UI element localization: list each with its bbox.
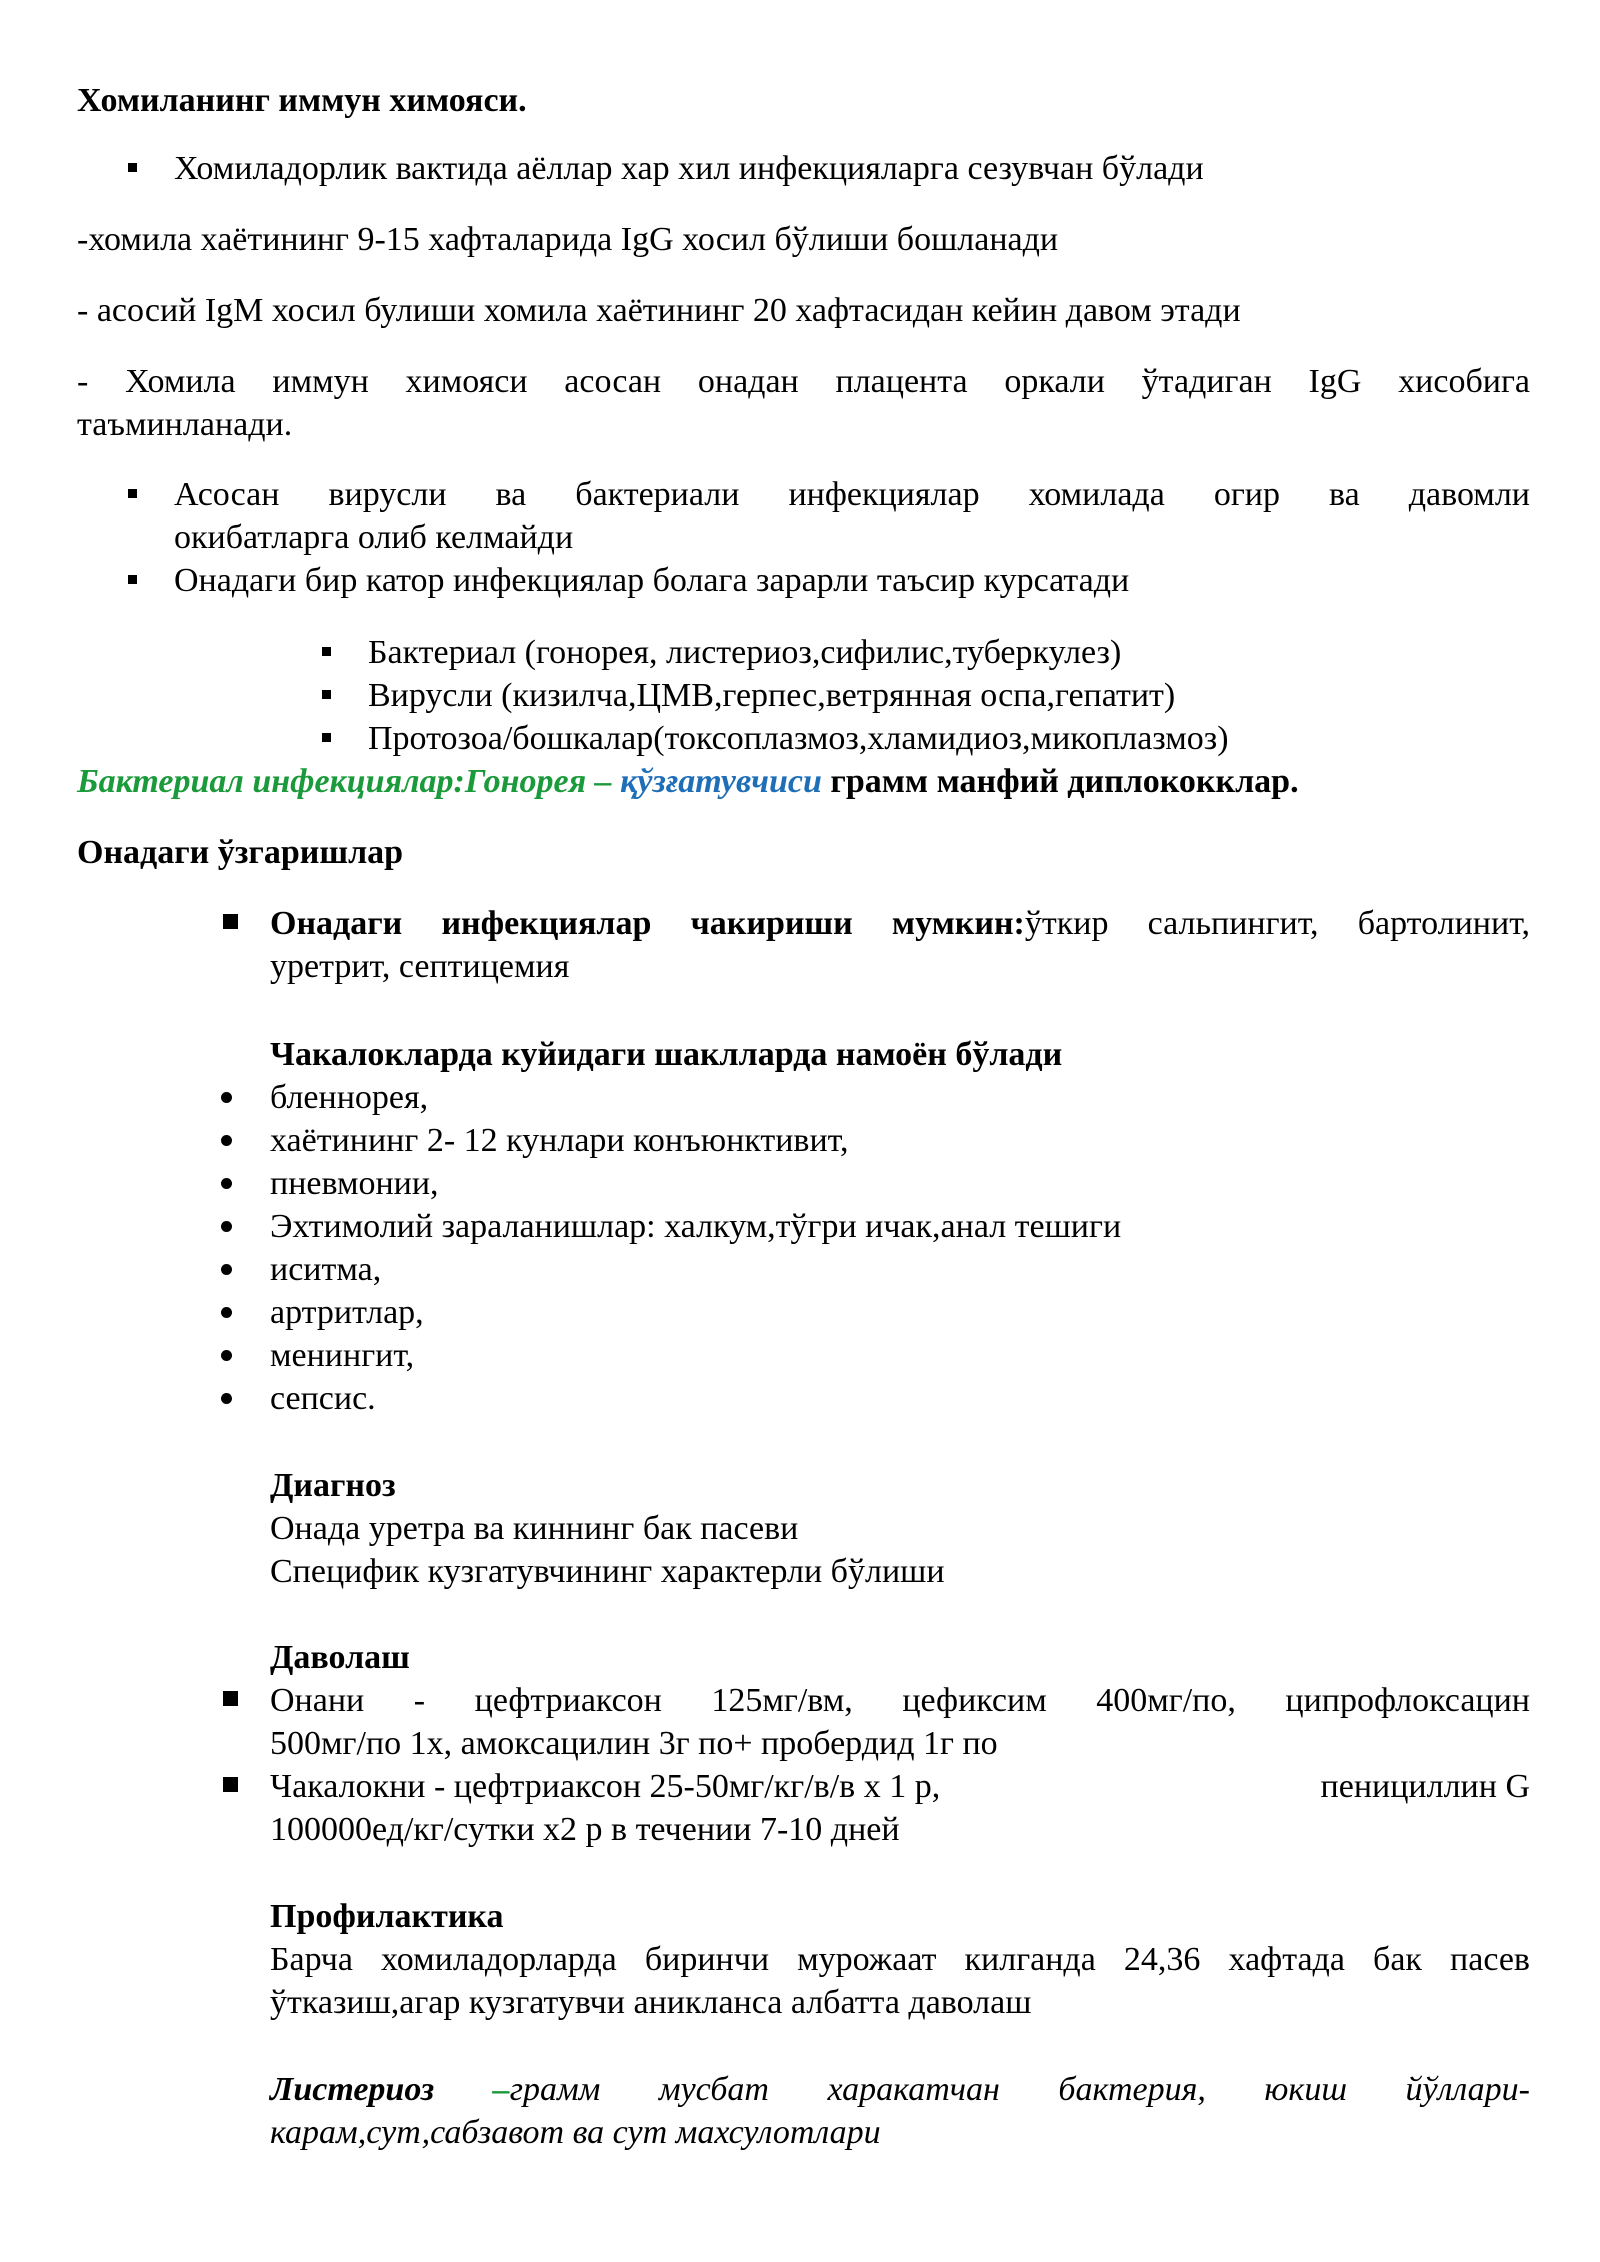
square-bullet-icon: [128, 575, 137, 584]
list-item: Эхтимолий зараланишлар: халкум,тўгри ичак,анал тешиги: [270, 1208, 1122, 1245]
list-item: менингит,: [270, 1337, 415, 1374]
round-bullet-icon: [221, 1307, 232, 1318]
paragraph: -хомила хаётининг 9-15 хафталарида IgG хосил бўлиши бошланади: [77, 221, 1059, 258]
page-title: Хомиланинг иммун химояси.: [77, 82, 527, 119]
pathogen-description: грамм манфий диплококклар.: [821, 763, 1299, 800]
sub-bullet-text: Вирусли (кизилча,ЦМВ,герпес,ветрянная оспа,гепатит): [368, 677, 1176, 714]
paragraph: ўтказиш,агар кузгатувчи аникланса албатта даволаш: [270, 1984, 1032, 2021]
subsection-heading: Диагноз: [270, 1467, 396, 1504]
list-item: хаётининг 2- 12 кунлари конъюнктивит,: [270, 1122, 849, 1159]
square-bullet-icon: [322, 690, 331, 699]
round-bullet-icon: [221, 1221, 232, 1232]
pathogen-label: қўзғатувчиси: [620, 763, 822, 800]
listeriosis-line: [270, 2071, 1530, 2109]
round-bullet-icon: [221, 1178, 232, 1189]
paragraph: таъминланади.: [77, 406, 293, 443]
sub-bullet-text: Протозоа/бошкалар(токсоплазмоз,хламидиоз,микоплазмоз): [368, 720, 1229, 757]
list-item: сепсис.: [270, 1380, 376, 1417]
list-item: артритлар,: [270, 1294, 424, 1331]
round-bullet-icon: [221, 1135, 232, 1146]
square-bullet-icon: [223, 914, 238, 929]
subsection-heading: Даволаш: [270, 1639, 410, 1676]
subsection-heading: Профилактика: [270, 1898, 504, 1935]
square-bullet-icon: [128, 163, 137, 172]
listeriosis-description: грамм мусбат харакатчан бактерия, юкиш йўллари-: [509, 2071, 1530, 2108]
section-heading: Онадаги ўзгаришлар: [77, 834, 404, 871]
paragraph: - асосий IgM хосил булиши хомила хаётининг 20 хафтасидан кейин давом этади: [77, 292, 1241, 329]
list-item: бленнорея,: [270, 1079, 429, 1116]
listeriosis-line: карам,сут,сабзавот ва сут махсулотлари: [270, 2114, 881, 2151]
round-bullet-icon: [221, 1393, 232, 1404]
square-bullet-icon: [223, 1777, 238, 1792]
paragraph: Барча хомиладорларда биринчи мурожаат килганда 24,36 хафтада бак пасев: [270, 1941, 1530, 1978]
square-bullet-icon: [223, 1691, 238, 1706]
bullet-text: окибатларга олиб келмайди: [174, 519, 574, 556]
bullet-text: 100000ед/кг/сутки х2 р в течении 7-10 дней: [270, 1811, 900, 1848]
bullet-text: 500мг/по 1х, амоксацилин 3г по+ пробердид 1г по: [270, 1725, 998, 1762]
list-item: пневмонии,: [270, 1165, 439, 1202]
bullet-text: пенициллин G: [1320, 1768, 1530, 1805]
bullet-rest: ўткир сальпингит, бартолинит,: [1024, 905, 1530, 942]
paragraph: Специфик кузгатувчининг характерли бўлиши: [270, 1553, 945, 1590]
bullet-text: Чакалокни - цефтриаксон 25-50мг/кг/в/в х 1 р,: [270, 1768, 941, 1805]
round-bullet-icon: [221, 1350, 232, 1361]
bullet-text: [270, 905, 1530, 943]
bullet-text: уретрит, септицемия: [270, 948, 570, 985]
sub-bullet-text: Бактериал (гонорея, листериоз,сифилис,туберкулез): [368, 634, 1122, 671]
bullet-text: Онани - цефтриаксон 125мг/вм, цефиксим 400мг/по, ципрофлоксацин: [270, 1682, 1530, 1719]
bullet-text: Асосан вирусли ва бактериали инфекциялар хомилада огир ва давомли: [174, 476, 1530, 513]
square-bullet-icon: [128, 489, 137, 498]
paragraph: - Хомила иммун химояси асосан онадан плацента оркали ўтадиган IgG хисобига: [77, 363, 1530, 400]
bullet-lead: Онадаги инфекциялар чакириши мумкин:: [270, 905, 1025, 942]
square-bullet-icon: [322, 733, 331, 742]
round-bullet-icon: [221, 1092, 232, 1103]
subsection-heading: Чакалокларда куйидаги шаклларда намоён бўлади: [270, 1036, 1063, 1073]
bacterial-label: Бактериал инфекциялар:Гонорея –: [77, 763, 621, 800]
paragraph: Онада уретра ва киннинг бак пасеви: [270, 1510, 799, 1547]
listeriosis-dash: –: [434, 2071, 510, 2108]
round-bullet-icon: [221, 1264, 232, 1275]
bullet-text: Хомиладорлик вактида аёллар хар хил инфекцияларга сезувчан бўлади: [174, 150, 1204, 187]
square-bullet-icon: [322, 647, 331, 656]
list-item: иситма,: [270, 1251, 382, 1288]
bullet-text: Онадаги бир катор инфекциялар болага зарарли таъсир курсатади: [174, 562, 1130, 599]
bacterial-infections-line: [77, 763, 1299, 801]
listeriosis-term: Листериоз: [270, 2071, 435, 2108]
